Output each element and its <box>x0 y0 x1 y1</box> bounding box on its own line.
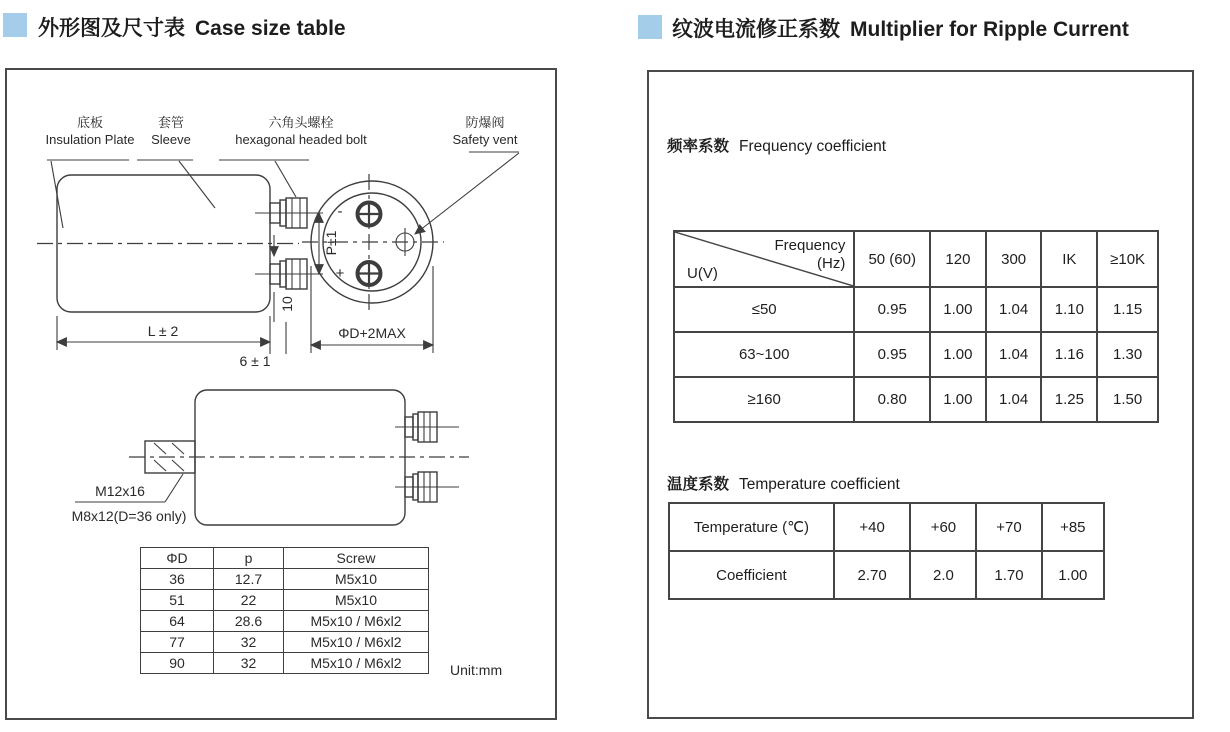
bottom-view-drawing <box>75 390 469 525</box>
table-cell: 12.7 <box>214 569 284 590</box>
table-cell: 64 <box>141 611 214 632</box>
voltage-range-cell: ≤50 <box>674 287 854 332</box>
frequency-coefficient-label-en: Frequency coefficient <box>739 138 887 155</box>
table-cell: 1.70 <box>976 551 1041 599</box>
temp-col-header: +60 <box>910 503 976 551</box>
safety-vent-label-zh: 防爆阀 <box>465 115 505 130</box>
table-cell: 32 <box>214 632 284 653</box>
unit-note: Unit:mm <box>450 662 503 678</box>
safety-vent-label-en: Safety vent <box>452 132 518 147</box>
freq-col-header: ≥10K <box>1097 231 1158 287</box>
table-cell: 0.95 <box>854 332 930 377</box>
table-cell: 77 <box>141 632 214 653</box>
dim-ten-label: 10 <box>279 296 295 312</box>
hex-bolt-label-en: hexagonal headed bolt <box>235 132 367 147</box>
table-cell: 1.00 <box>1042 551 1104 599</box>
table-row <box>674 377 1158 422</box>
table-row <box>669 551 1104 599</box>
table-row <box>141 653 429 674</box>
hex-bolt-label-zh: 六角头螺栓 <box>268 115 334 130</box>
table-header-row <box>669 503 1104 551</box>
dim-pitch-label: P±1 <box>323 230 339 256</box>
table-cell: 1.30 <box>1097 332 1158 377</box>
table-cell: 22 <box>214 590 284 611</box>
table-cell: 1.00 <box>930 287 986 332</box>
table-cell: M5x10 / M6xl2 <box>284 653 429 674</box>
table-row <box>674 287 1158 332</box>
table-cell: 1.00 <box>930 377 986 422</box>
temp-col-header: +85 <box>1042 503 1104 551</box>
corner-frequency-label: Frequency <box>774 237 846 254</box>
col-header-screw: Screw <box>284 548 429 569</box>
table-cell: 1.04 <box>986 332 1042 377</box>
dim-diameter-label: ΦD+2MAX <box>338 325 406 341</box>
table-cell: 1.00 <box>930 332 986 377</box>
table-header-row <box>674 231 1158 287</box>
voltage-range-cell: ≥160 <box>674 377 854 422</box>
table-cell: 1.04 <box>986 377 1042 422</box>
temperature-row-label: Temperature (℃) <box>669 503 834 551</box>
case-section-title-zh: 外形图及尺寸表 <box>38 17 185 40</box>
table-cell: M5x10 / M6xl2 <box>284 611 429 632</box>
case-section-title <box>38 12 346 42</box>
table-row <box>141 632 429 653</box>
sleeve-label-en: Sleeve <box>151 132 191 147</box>
temperature-coefficient-label-en: Temperature coefficient <box>739 476 900 493</box>
table-cell: 1.04 <box>986 287 1042 332</box>
corner-voltage-label: U(V) <box>687 265 718 282</box>
sleeve-label <box>131 114 211 148</box>
table-cell: 1.50 <box>1097 377 1158 422</box>
frequency-coefficient-label <box>667 134 886 156</box>
col-header-diameter: ΦD <box>141 548 214 569</box>
positive-mark: + <box>335 265 345 282</box>
table-cell: 0.80 <box>854 377 930 422</box>
temp-col-header: +70 <box>976 503 1041 551</box>
safety-vent-label <box>425 114 545 148</box>
sleeve-label-zh: 套管 <box>157 115 184 130</box>
section-bullet-icon <box>638 15 662 39</box>
table-row <box>141 611 429 632</box>
stud-size-label-m12: M12x16 <box>95 483 145 499</box>
table-cell: 90 <box>141 653 214 674</box>
case-size-panel <box>5 68 557 720</box>
table-cell: 0.95 <box>854 287 930 332</box>
insulation-plate-label-en: Insulation Plate <box>45 132 135 147</box>
temp-col-header: +40 <box>834 503 911 551</box>
table-cell: M5x10 <box>284 569 429 590</box>
stud-size-label-m8: M8x12(D=36 only) <box>71 508 187 524</box>
ripple-section-title <box>672 13 1129 43</box>
table-row <box>141 590 429 611</box>
frequency-coefficient-label-zh: 频率系数 <box>667 138 730 155</box>
table-cell: 2.0 <box>910 551 976 599</box>
table-cell: 32 <box>214 653 284 674</box>
col-header-p: p <box>214 548 284 569</box>
temperature-coefficient-table <box>668 502 1105 600</box>
dim-length-label: L ± 2 <box>147 323 179 339</box>
table-cell: 28.6 <box>214 611 284 632</box>
table-cell: M5x10 <box>284 590 429 611</box>
temperature-coefficient-label-zh: 温度系数 <box>667 476 730 493</box>
table-row <box>141 569 429 590</box>
coefficient-row-label: Coefficient <box>669 551 834 599</box>
table-header-row <box>141 548 429 569</box>
dim-six-label: 6 ± 1 <box>239 353 271 369</box>
freq-col-header: 300 <box>986 231 1042 287</box>
ripple-section-title-en: Multiplier for Ripple Current <box>850 18 1129 41</box>
case-section-title-en: Case size table <box>195 17 346 40</box>
label-leader-lines <box>47 152 519 234</box>
table-cell: 1.16 <box>1041 332 1097 377</box>
ripple-section-title-zh: 纹波电流修正系数 <box>672 18 840 41</box>
insulation-plate-label-zh: 底板 <box>76 115 103 130</box>
table-cell: 1.10 <box>1041 287 1097 332</box>
frequency-coefficient-table <box>673 230 1159 423</box>
freq-col-header: IK <box>1041 231 1097 287</box>
corner-hz-label: (Hz) <box>817 255 846 272</box>
table-cell: 36 <box>141 569 214 590</box>
table-cell: 1.15 <box>1097 287 1158 332</box>
freq-col-header: 50 (60) <box>854 231 930 287</box>
ripple-current-panel <box>647 70 1194 719</box>
corner-header-cell <box>674 231 854 287</box>
temperature-coefficient-label <box>667 472 900 494</box>
table-cell: 2.70 <box>834 551 911 599</box>
table-cell: 51 <box>141 590 214 611</box>
section-bullet-icon <box>3 13 27 37</box>
table-cell: 1.25 <box>1041 377 1097 422</box>
screw-size-table <box>140 547 429 674</box>
hex-bolt-label <box>211 114 391 148</box>
freq-col-header: 120 <box>930 231 986 287</box>
table-cell: M5x10 / M6xl2 <box>284 632 429 653</box>
table-row <box>674 332 1158 377</box>
voltage-range-cell: 63~100 <box>674 332 854 377</box>
negative-mark: - <box>337 203 343 220</box>
